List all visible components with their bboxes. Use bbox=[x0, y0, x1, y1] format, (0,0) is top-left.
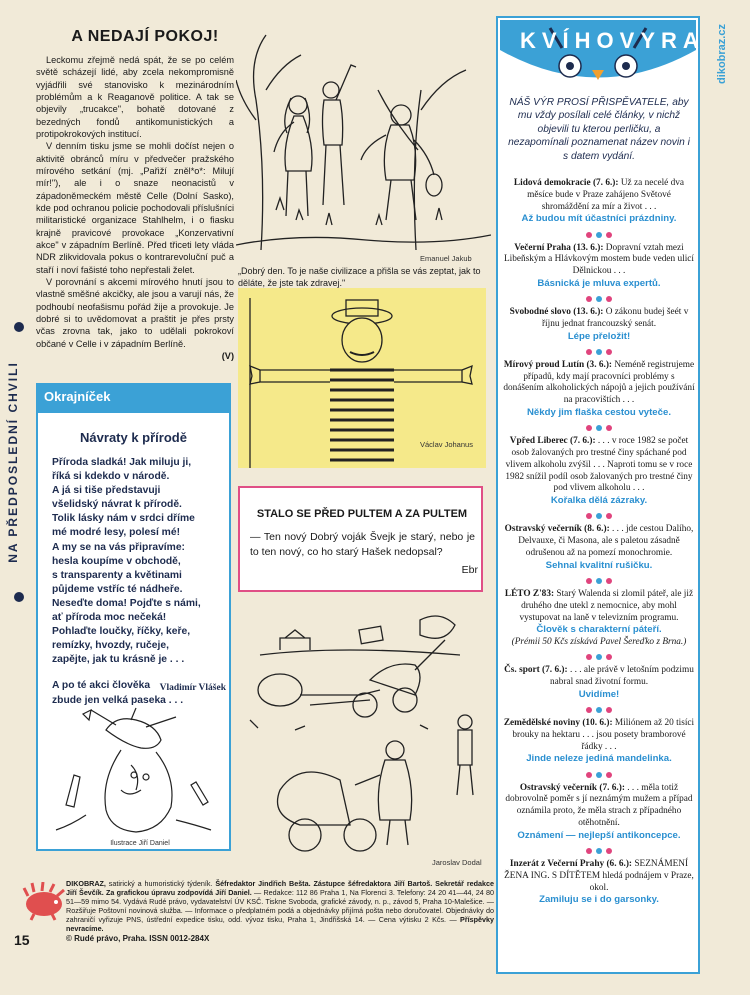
poem-line bbox=[52, 667, 230, 679]
imprint-editors: Šéfredaktor Jindřich Bešta. Zástupce šéfredaktora Jiří Bartoš. Sekretář redakce Jiří Ševčík. Za grafickou úpravu zodpovídá Jiří Daniel. bbox=[66, 879, 494, 897]
poem-line: hesla koupíme v obchodě, bbox=[52, 555, 181, 567]
poem-line: zapějte, jak tu krásně je . . . bbox=[52, 654, 185, 666]
cartoon-credit: Emanuel Jakub bbox=[420, 254, 472, 263]
kvhovyra-entry bbox=[503, 243, 695, 291]
kvhovyra-entry bbox=[503, 524, 695, 572]
entry-text: . . . ale právě v letošním podzimu nabral snad životní formu. bbox=[549, 665, 694, 688]
stalo-title: STALO SE PŘED PULTEM A ZA PULTEM bbox=[256, 508, 468, 520]
separator-dots bbox=[503, 772, 695, 778]
cartoon-caption: „Dobrý den. To je naše civilizace a přišla se vás zeptat, jak to děláte, že jste tak zdravej." bbox=[238, 266, 481, 288]
imprint-lead: DIKOBRAZ, bbox=[66, 879, 106, 888]
kvhovyra-entry bbox=[503, 360, 695, 419]
entry-quip: Sehnal kvalitní rušičku. bbox=[545, 559, 653, 571]
entry-source: Mírový proud Lutín (3. 6.): bbox=[503, 359, 613, 370]
poem-line: s transparenty a květinami bbox=[52, 569, 182, 581]
entry-source: Ostravský večerník (7. 6.): bbox=[519, 782, 625, 793]
imprint-details: — Redakce: 112 86 Praha 1, Na Florenci 3. Telefony: 24 20 41—44, 24 80 51—59 mimo 54. Vydává Rudé právo, vydavatelství ÚV KSČ. Tiskne Svoboda, grafické závody, n. p., závod 5, Praha 10-Malešice. — Rozšiřuje Poštovní novinová služba. — Informace o předplatném podá a objednávky přijímá pošta nebo doručovatel. Objednávky do zahraničí vyřizuje PNS, ústřední expedice tisku, odd. vývoz tisku, Praha 1, Jindřišská 14. — Cena výtisku 2 Kčs. — bbox=[66, 888, 494, 924]
poem-line: všelidský návrat k přírodě. bbox=[52, 499, 182, 511]
entry-text: Dopravní vztah mezi Libeňským a Hlávkovým mostem bude veden ulicí Dělnickou . . . bbox=[503, 242, 695, 277]
kvhovyra-entry bbox=[503, 718, 695, 766]
entry-source: Čs. sport (7. 6.): bbox=[504, 665, 568, 676]
page-number: 15 bbox=[14, 932, 30, 948]
entry-text: Starý Walenda si zlomil páteř, ale již druhého dne utekl z nemocnice, aby mohl vystupovat na laně v televizním programu. bbox=[519, 588, 694, 623]
entry-source: Ostravský večerník (8. 6.): bbox=[504, 524, 610, 535]
poem bbox=[52, 456, 230, 708]
entry-note: (Prémii 50 Kčs získává Pavel Šereďko z Brna.) bbox=[511, 636, 687, 647]
kvhovyra-entry bbox=[503, 589, 695, 648]
dikobraz-watermark: dikobraz.cz bbox=[716, 24, 728, 84]
article-body bbox=[36, 54, 234, 362]
entry-quip: Zamiluju se i do garsonky. bbox=[539, 894, 659, 906]
entry-source: Zemědělské noviny (10. 6.): bbox=[503, 718, 613, 729]
stalo-text: — Ten nový Dobrý voják Švejk je starý, nebo je to ten nový, co ho starý Hašek nedopsal? bbox=[250, 531, 475, 558]
cartoon-credit: Jaroslav Dodal bbox=[432, 858, 482, 867]
separator-dots bbox=[503, 513, 695, 519]
illustration-credit: Ilustrace Jiří Daniel bbox=[110, 840, 170, 847]
entry-source: Lidová demokracie (7. 6.): bbox=[513, 178, 619, 188]
poem-line: Příroda sladká! Jak miluju ji, bbox=[52, 457, 192, 468]
imprint bbox=[66, 879, 494, 933]
kvhovyra-entry bbox=[503, 665, 695, 701]
kvhovyra-entry bbox=[503, 859, 695, 907]
entry-source: Inzerát z Večerní Prahy (6. 6.): bbox=[509, 859, 633, 870]
poem-line: Pohlaďte loučky, říčky, keře, bbox=[52, 626, 191, 638]
poem-line: mé modré lesy, polesí mé! bbox=[52, 527, 180, 539]
poem-line: remízky, hvozdy, ručeje, bbox=[52, 640, 169, 652]
kvhovyra-entry bbox=[503, 307, 695, 343]
entry-source: Večerní Praha (13. 6.): bbox=[514, 242, 604, 253]
poem-line: A my se na vás připravíme: bbox=[52, 541, 185, 553]
cartoon-pram-scene bbox=[240, 600, 492, 855]
entry-text: Miliónem až 20 tisíci brouky na hektaru . . . jsou posety bramborové řádky . . . bbox=[512, 718, 695, 752]
entry-text: O zákonu budej šeét v říjnu jednat francouzský senát. bbox=[541, 307, 689, 329]
article-paragraph: Leckomu zřejmě nedá spát, že se po celém světě scházejí lidé, aby zcela nekompromisně vyjádřili své stanovisko k mezinárodním problémům a k Reaganově politice. A tak se objevily „trucakce", bohatě dotované z bezedných fondů antikomunistických a protipokrokových institucí. bbox=[36, 55, 234, 139]
separator-dots bbox=[503, 425, 695, 431]
band-label: NA PŘEDPOSLEDNÍ CHVILI bbox=[6, 361, 20, 563]
separator-dots bbox=[503, 349, 695, 355]
entry-quip: Oznámení — nejlepší antikoncepce. bbox=[517, 829, 681, 841]
cartoon-credit: Václav Johanus bbox=[420, 440, 473, 449]
dikobraz-logo bbox=[20, 882, 66, 922]
article-title: A NEDAJÍ POKOJ! bbox=[71, 28, 219, 45]
entry-source: Vpřed Liberec (7. 6.): bbox=[509, 436, 596, 447]
imprint-end: Příspěvky nevracíme. bbox=[66, 915, 494, 933]
entry-quip: Jinde neleze jediná mandelinka. bbox=[526, 753, 672, 765]
entry-source: Svobodné slovo (13. 6.): bbox=[509, 307, 604, 318]
entry-quip: Člověk s charakterní páteří. bbox=[536, 624, 662, 636]
article-signature: (V) bbox=[221, 350, 234, 361]
separator-dots bbox=[503, 654, 695, 660]
poem-line: A já si tiše představuji bbox=[52, 485, 161, 497]
kvhovyra-entries bbox=[503, 178, 695, 907]
entry-text: SEZNÁMENÍ ŽENA ING. S DÍTĚTEM hledá podnájem v Praze, okol. bbox=[504, 859, 694, 893]
entry-text: . . . v roce 1982 se počet osob žalovaných pro trestné činy spáchané pod vlivem alkoholu zvýšil . . . Naproti tomu se v roce 1982 snížil podíl osob žalovaných pro trestné činy pod vlivem alkoholu . . . bbox=[505, 436, 693, 494]
poem-line: A po té akci člověka bbox=[52, 680, 151, 692]
stalo-sign: Ebr bbox=[461, 564, 478, 576]
separator-dots bbox=[503, 848, 695, 854]
article-paragraph: V denním tisku jsme se mohli dočíst nejen o aktivitě obránců míru v předvečer pražského mírového setkání (mj. „Pařiží zněl*o*: Milují mír!"), ale i o snaze neonacistů v západoněmeckém městě Celle (Dolní Sasko), kde pod ochranou policie pochodovali příslušníci militaristické organizace Stahlhelm, i o fiasku krajně pravicové provokace „Konzervativní akce" v západním Berlíně. Před třiceti lety vláda NDR zlikvidovala pokus o kontrarevoluční puč a staří i noví fašisté toho nepřestali želet. bbox=[36, 141, 234, 275]
poem-line: půjdeme vstříc té nádheře. bbox=[52, 583, 183, 595]
kvhovyra-entry bbox=[503, 783, 695, 842]
entry-quip: Až budou mít účastníci prázdniny. bbox=[521, 213, 677, 225]
separator-dots bbox=[503, 578, 695, 584]
cartoon-tree-scene bbox=[236, 30, 491, 255]
issn: © Rudé právo, Praha. ISSN 0012-284X bbox=[66, 934, 210, 943]
entry-text: . . . jde cestou Dalího, Delvauxe, či Masona, ale s paletou zásadně odrušenou až na pomezí monochromie. bbox=[518, 524, 694, 558]
poem-title: Návraty k přírodě bbox=[80, 430, 187, 445]
entry-quip: Lépe přeložit! bbox=[567, 330, 631, 342]
tree-stump-illustration bbox=[46, 705, 221, 840]
entry-source: LÉTO Z'83: bbox=[504, 588, 555, 599]
poem-line: Neseďte doma! Pojďte s námi, bbox=[52, 597, 201, 609]
separator-dots bbox=[503, 707, 695, 713]
poem-line: ať příroda moc nečeká! bbox=[52, 612, 167, 624]
entry-quip: Někdy jim flaška cestou vyteče. bbox=[527, 407, 671, 419]
entry-text: . . . měla totiž dobrovolně poměr s jí neznámým mužem a případ oznámila proto, že měla strach z případného otěhotnění. bbox=[505, 782, 693, 829]
poem-line: zbude jen velká paseka . . . bbox=[52, 694, 184, 706]
poem-author: Vladimír Vlášek bbox=[159, 683, 226, 693]
separator-dots bbox=[503, 232, 695, 238]
entry-text: Neméně registrujeme případů, kdy mají pracovníci problémy s donášením alkoholických nápojů a jejich používání na pracovištích . . . bbox=[503, 359, 695, 406]
kvhovyra-entry bbox=[503, 178, 695, 226]
separator-dots bbox=[503, 296, 695, 302]
kvhovyra-title: KVÍHOVYRA bbox=[520, 28, 705, 53]
entry-quip: Kořalka dělá zázraky. bbox=[550, 495, 648, 507]
entry-quip: Básnická je mluva expertů. bbox=[537, 277, 661, 289]
poem-line: Tolik lásky nám v srdci dříme bbox=[52, 513, 195, 525]
entry-quip: Uvidíme! bbox=[578, 688, 620, 700]
kvhovyra-appeal: NÁŠ VÝR PROSÍ PŘISPĚVATELE, aby mu vždy posílali celé články, v nichž objevili tu kterou perličku, a nezapomínali poznamenat název novin i s datem vydání. bbox=[508, 97, 690, 162]
poem-line: říká si kdekdo v národě. bbox=[52, 471, 170, 483]
article-paragraph: V porovnání s akcemi mírového hnutí jsou to vlastně směšné akcičky, ale jsou a varují nás, že podhoubí neofašismu pořád žije a provokuje. Je dobré si to uvědomovat a praštit je přes prsty včas zrovna tak, jako to udělali pokrokoví občané v Celle i v západním Berlíně. bbox=[36, 276, 234, 349]
entry-text: Už za necelé dva měsíce bude v Praze zahájeno Světové shromáždění za mír a život . . . bbox=[527, 178, 685, 212]
kvhovyra-entry bbox=[503, 436, 695, 507]
band-dot bbox=[14, 592, 24, 602]
imprint-lead-rest: satirický a humoristický týdeník. bbox=[105, 879, 216, 888]
okrajnicek-header: Okrajníček bbox=[36, 383, 231, 413]
